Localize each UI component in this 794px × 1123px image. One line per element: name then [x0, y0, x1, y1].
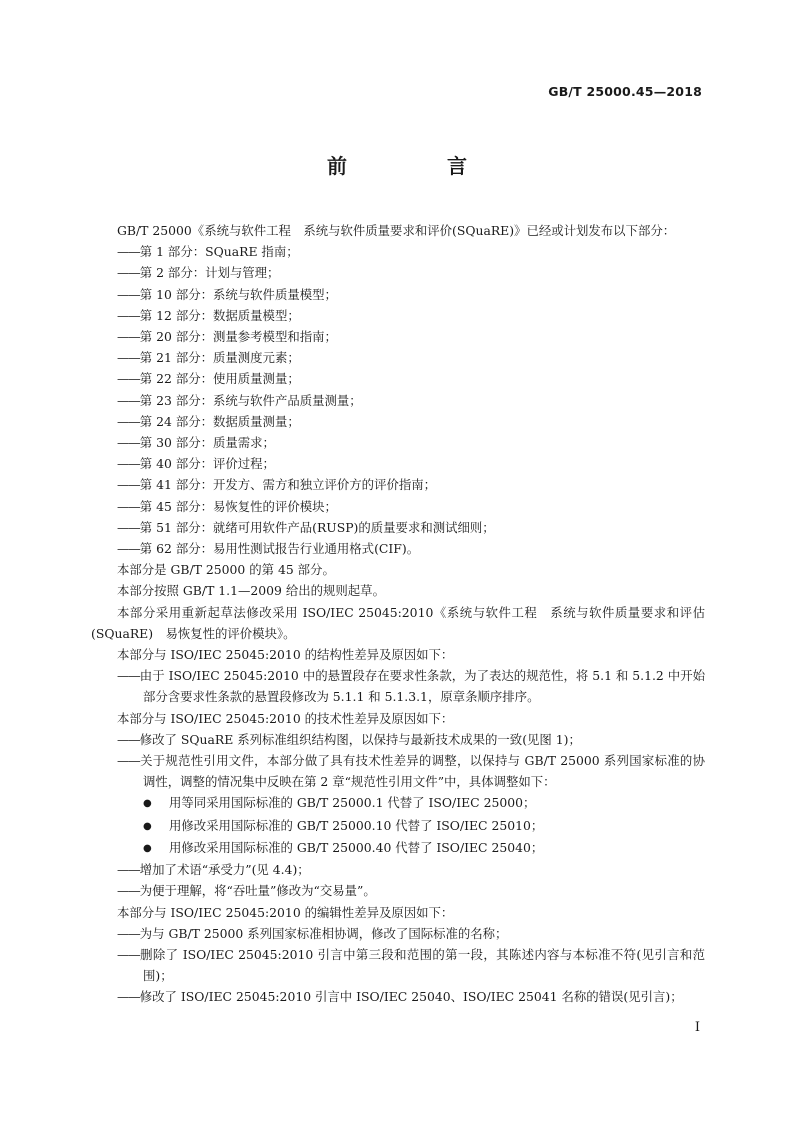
bullet-item: ● 用修改采用国际标准的 GB/T 25000.40 代替了 ISO/IEC 25040； [143, 839, 544, 855]
list-item: ——删除了 ISO/IEC 25045:2010 引言中第三段和范围的第一段，其陈述内容与本标准不符(见引言和范围)； [117, 946, 705, 984]
list-item: ——修改了 SQuaRE 系列标准组织结构图，以保持与最新技术成果的一致(见图 1)； [117, 731, 581, 747]
list-item: ——第 1 部分：SQuaRE 指南； [117, 244, 299, 260]
list-item: ——第 23 部分：系统与软件产品质量测量； [117, 392, 362, 408]
list-item: ——第 45 部分：易恢复性的评价模块； [117, 498, 337, 514]
list-item: ——第 21 部分：质量测度元素； [117, 350, 300, 366]
page-number: I [694, 1020, 700, 1035]
list-item: ——关于规范性引用文件，本部分做了具有技术性差异的调整，以保持与 GB/T 25000 系列国家标准的协调性，调整的情况集中反映在第 2 章“规范性引用文件”中，具体调整如下： [117, 753, 705, 790]
list-item: ——第 10 部分：系统与软件质量模型； [117, 286, 337, 302]
bullet-item: ● 用等同采用国际标准的 GB/T 25000.1 代替了 ISO/IEC 25000； [143, 795, 536, 811]
list-item: ——为与 GB/T 25000 系列国家标准相协调，修改了国际标准的名称； [117, 925, 508, 941]
list-item: ——第 62 部分：易用性测试报告行业通用格式(CIF)。 [117, 541, 420, 557]
list-item: ——第 12 部分：数据质量模型； [117, 307, 300, 323]
editorial-differences-heading: 本部分与 ISO/IEC 25045:2010 的编辑性差异及原因如下： [117, 904, 454, 920]
drafting-rules-paragraph: 本部分按照 GB/T 1.1—2009 给出的规则起草。 [117, 583, 385, 599]
document-body [91, 220, 705, 1008]
standard-number: GB/T 25000.45—2018 [548, 84, 702, 99]
list-item: ——增加了术语“承受力”(见 4.4)； [117, 862, 310, 878]
list-item: ——第 30 部分：质量需求； [117, 435, 275, 451]
structural-differences-heading: 本部分与 ISO/IEC 25045:2010 的结构性差异及原因如下： [117, 647, 454, 663]
intro-paragraph: GB/T 25000《系统与软件工程 系统与软件质量要求和评价(SQuaRE)》已经或计划发布以下部分： [117, 223, 676, 238]
list-item: ——第 20 部分：测量参考模型和指南； [117, 329, 337, 345]
list-item: ——第 51 部分：就绪可用软件产品(RUSP)的质量要求和测试细则； [117, 519, 495, 535]
list-item: ——第 22 部分：使用质量测量； [117, 371, 300, 387]
bullet-item: ● 用修改采用国际标准的 GB/T 25000.10 代替了 ISO/IEC 25010； [143, 817, 544, 833]
list-item: ——第 40 部分：评价过程； [117, 456, 275, 472]
list-item: ——第 24 部分：数据质量测量； [117, 413, 300, 429]
parts-list [91, 241, 705, 559]
list-item: ——修改了 ISO/IEC 25045:2010 引言中 ISO/IEC 25040、ISO/IEC 25041 名称的错误(见引言)； [117, 989, 683, 1005]
page-title: 前 言 [327, 154, 507, 178]
list-item: ——为便于理解，将“吞吐量”修改为“交易量”。 [117, 883, 376, 899]
technical-differences-heading: 本部分与 ISO/IEC 25045:2010 的技术性差异及原因如下： [117, 710, 454, 726]
list-item: ——由于 ISO/IEC 25045:2010 中的悬置段存在要求性条款，为了表达的规范性，将 5.1 和 5.1.2 中开始部分含要求性条款的悬置段修改为 5.1.1 和 5.1.3.1，原章条顺序排序。 [117, 668, 705, 705]
adoption-paragraph: 本部分采用重新起草法修改采用 ISO/IEC 25045:2010《系统与软件工程 系统与软件质量要求和评估(SQuaRE) 易恢复性的评价模块》。 [91, 604, 705, 641]
part-of-paragraph: 本部分是 GB/T 25000 的第 45 部分。 [117, 562, 335, 578]
list-item: ——第 41 部分：开发方、需方和独立评价方的评价指南； [117, 477, 437, 493]
list-item: ——第 2 部分：计划与管理； [117, 265, 280, 281]
